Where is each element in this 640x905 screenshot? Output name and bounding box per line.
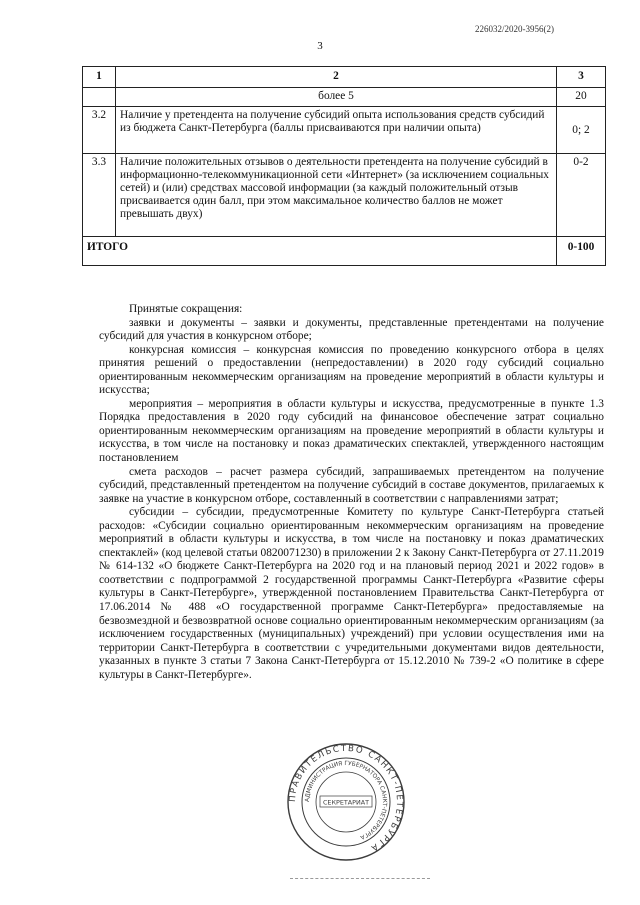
header-col-1: 1 <box>83 67 116 88</box>
header-col-2: 2 <box>116 67 557 88</box>
row-criterion: Наличие положительных отзывов о деятельности претендента на получение субсидий в информационно-телекоммуникационной сети «Интернет» (за исключением социальных сетей) и (или) средствах массовой информации (за каждый положительный отзыв присваивается один балл, при этом максимальное количество баллов не может превышать двух) <box>116 154 557 237</box>
row-score: 0; 2 <box>557 107 606 154</box>
row-criterion: Наличие у претендента на получение субсидий опыта использования средств субсидий из бюджета Санкт-Петербурга (баллы присваиваются при наличии опыта) <box>116 107 557 154</box>
seal-outer-text: ПРАВИТЕЛЬСТВО САНКТ-ПЕТЕРБУРГА <box>287 743 405 854</box>
total-row <box>83 237 606 266</box>
row-score: 20 <box>557 88 606 107</box>
seal-inner-text: АДМИНИСТРАЦИЯ ГУБЕРНАТОРА САНКТ-ПЕТЕРБУРГА <box>304 760 388 840</box>
row-number <box>83 88 116 107</box>
abbreviations-heading: Принятые сокращения: <box>129 303 243 315</box>
seal-center-text: СЕКРЕТАРИАТ <box>322 798 370 807</box>
definition-paragraph: смета расходов – расчет размера субсидий, запрашиваемых претендентом на получение субсидий, представленный претендентом на получение субсидий в составе документов, прилагаемых к заявке на участие в конкурсном отборе, составленный в соответствии с направлениями затрат; <box>99 465 604 505</box>
definition-paragraph: конкурсная комиссия – конкурсная комиссия по проведению конкурсного отбора в целях принятия решений о предоставлении (непредоставлении) в 2020 году субсидий социально ориентированным некоммерческим организациям на проведение мероприятий в области культуры и искусства; <box>99 343 604 397</box>
page-number: 3 <box>317 40 323 52</box>
table-row <box>83 88 606 107</box>
row-criterion: более 5 <box>116 88 557 107</box>
definition-paragraph: заявки и документы – заявки и документы, представленные претендентами на получение субсидий для участия в конкурсном отборе; <box>99 316 604 343</box>
total-value: 0-100 <box>557 237 606 266</box>
document-registration-number: 226032/2020-3956(2) <box>475 24 554 34</box>
table-header-row <box>83 67 606 88</box>
definition-paragraph: субсидии – субсидии, предусмотренные Комитету по культуре Санкт-Петербурга статьей расходов: «Субсидии социально ориентированным некоммерческим организациям на проведение мероприятий в области культуры и искусства, в том числе на постановку и показ драматических спектаклей» (код целевой статьи 0820071230) в приложении 2 к Закону Санкт-Петербурга от 27.11.2019 № 614-132 «О бюджете Санкт-Петербурга на 2020 год и на плановый период 2021 и 2022 годов» в соответствии с подпрограммой 2 государственной программы Санкт-Петербурга «Развитие сферы культуры в Санкт-Петербурге», утвержденной постановлением Правительства Санкт-Петербурга от 17.06.2014 № 488 «О государственной программе Санкт-Петербурга» предоставляемые на безвозмездной и безвозвратной основе социально ориентированным некоммерческим организациям (за исключением государственных (муниципальных) учреждений) при условии осуществления ими на территории Санкт-Петербурга в соответствии с учредительными документами видов деятельности, указанных в пункте 3 статьи 7 Закона Санкт-Петербурга от 15.12.2010 № 739-2 «О политике в сфере культуры в Санкт-Петербурге». <box>99 506 604 681</box>
table-row <box>83 154 606 237</box>
abbreviations-section <box>99 303 604 682</box>
table-row <box>83 107 606 154</box>
footer-divider <box>290 878 430 879</box>
row-score: 0-2 <box>557 154 606 237</box>
official-seal-stamp <box>286 742 406 862</box>
criteria-table <box>82 66 606 266</box>
row-number: 3.3 <box>83 154 116 237</box>
header-col-3: 3 <box>557 67 606 88</box>
total-label: ИТОГО <box>83 237 557 266</box>
row-number: 3.2 <box>83 107 116 154</box>
definition-paragraph: мероприятия – мероприятия в области культуры и искусства, предусмотренные в пункте 1.3 Порядка предоставления в 2020 году субсидий на финансовое обеспечение затрат социально ориентированным некоммерческим организациям на проведение мероприятий в области культуры и искусства, в том числе на постановку и показ драматических спектаклей, утвержденного настоящим постановлением <box>99 397 604 465</box>
